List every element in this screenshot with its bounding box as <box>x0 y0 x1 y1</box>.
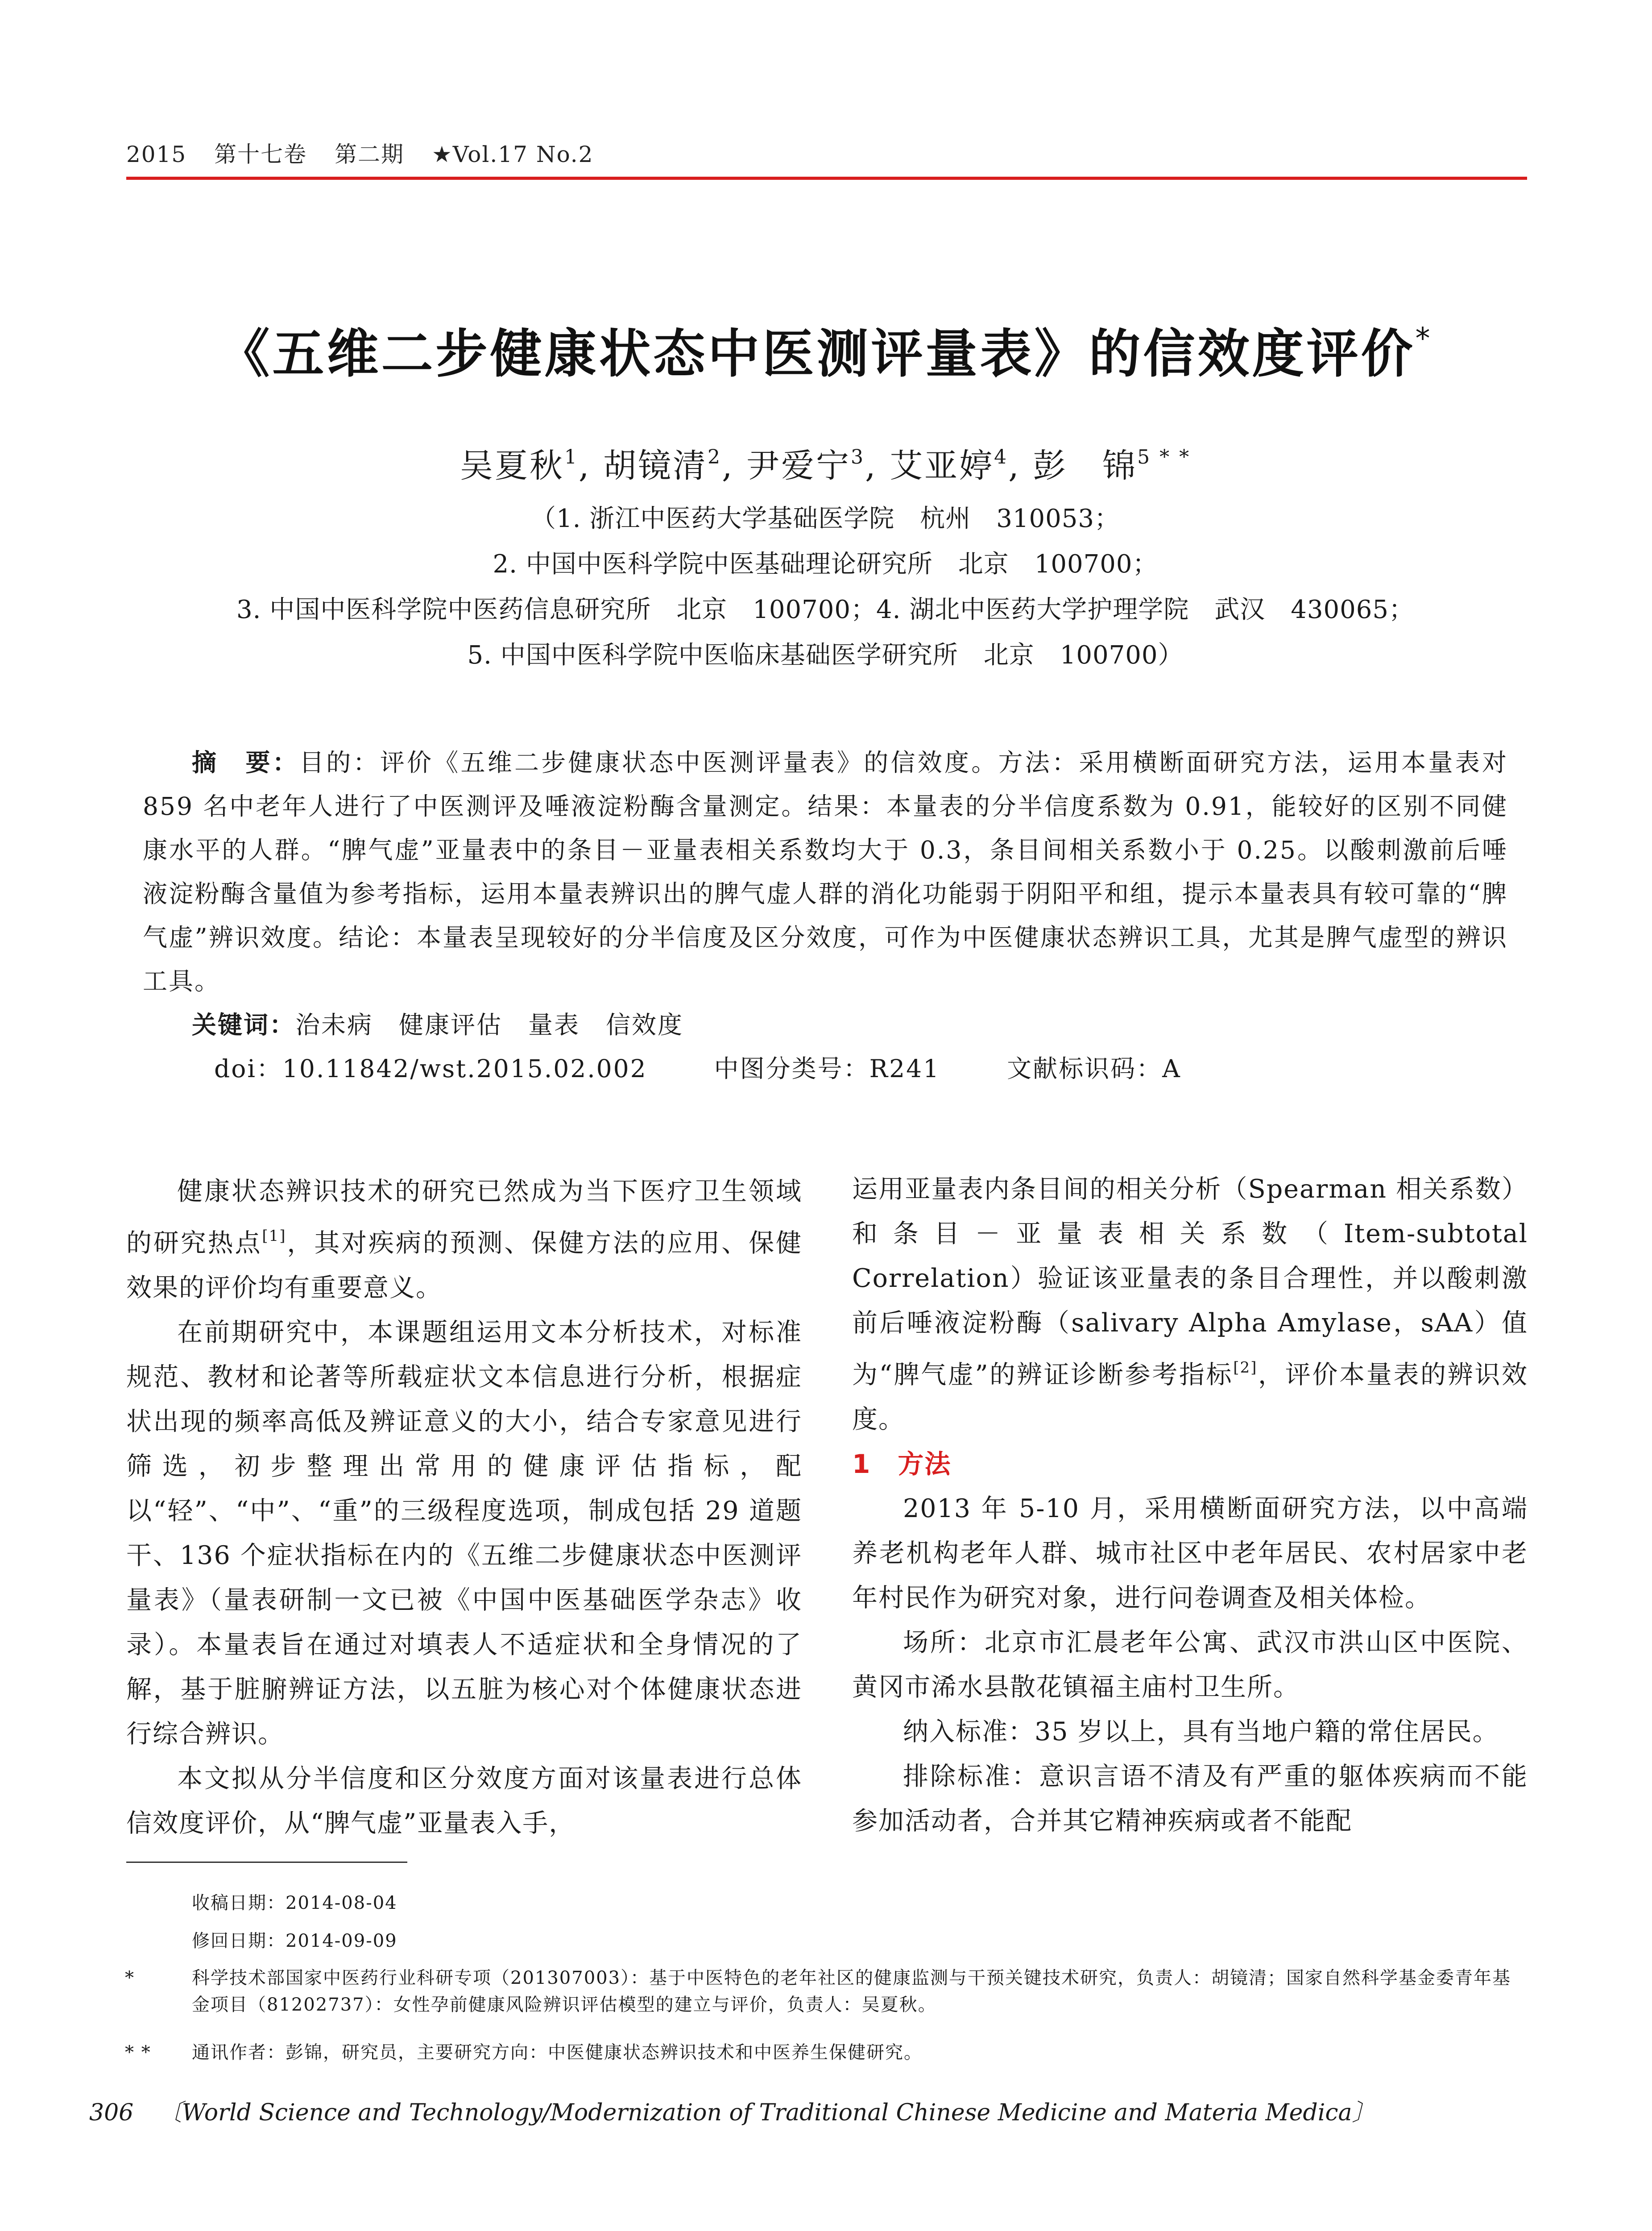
header-rule <box>126 177 1527 180</box>
funding-note <box>125 1965 1512 2018</box>
keywords-text: 治未病 健康评估 量表 信效度 <box>295 1011 684 1039</box>
running-header <box>126 137 1527 169</box>
paper-title <box>98 312 1553 387</box>
header-issue-cn: 第二期 <box>335 141 405 167</box>
body-text: ，其对疾病的预测、保健方法的应用、保健效果的评价均有重要意义。 <box>126 1228 803 1302</box>
page-footer <box>89 2094 1561 2127</box>
keywords-line <box>192 1003 1508 1047</box>
author: 彭 锦 <box>1033 447 1138 485</box>
funding-text: 科学技术部国家中医药行业科研专项（201307003）：基于中医特色的老年社区的健康监测与干预关键技术研究，负责人：胡镜清；国家自然科学基金委青年基金项目（81202737）：女性孕前健康风险辨识评估模型的建立与评价，负责人：吴夏秋。 <box>192 1968 1511 2015</box>
body-text: ，评价本量表的辨识效度。 <box>852 1360 1528 1434</box>
body-paragraph <box>126 1169 802 1310</box>
title-text: 《五维二步健康状态中医测评量表》的信效度评价 <box>218 324 1416 384</box>
abstract-block <box>143 741 1508 1091</box>
author: 尹爱宁 <box>746 447 851 485</box>
title-footnote-mark: * <box>1415 321 1433 356</box>
citation-ref: [1] <box>262 1227 286 1245</box>
author-affil-mark: 3 <box>851 446 865 469</box>
section-heading <box>852 1442 1528 1486</box>
body-column-right <box>852 1167 1528 1843</box>
author: 艾亚婷 <box>890 447 994 485</box>
body-paragraph: 本文拟从分半信度和区分效度方面对该量表进行总体信效度评价，从“脾气虚”亚量表入手， <box>126 1764 802 1838</box>
author: 吴夏秋 <box>460 447 564 485</box>
revised-date: 修回日期：2014-09-09 <box>192 1931 397 1951</box>
affiliation-line: 5. 中国中医科学院中医临床基础医学研究所 北京 100700） <box>467 641 1184 670</box>
author: 胡镜清 <box>603 447 708 485</box>
keywords-label: 关键词： <box>192 1011 296 1039</box>
clc-number: 中图分类号：R241 <box>714 1054 940 1083</box>
abstract-label: 摘 要： <box>192 748 299 777</box>
document-code: 文献标识码：A <box>1007 1054 1181 1083</box>
header-volume-en: ★Vol.17 No.2 <box>431 141 594 167</box>
journal-name: 〔World Science and Technology/Modernization of Traditional Chinese Medicine and Materia Medica〕 <box>158 2099 1375 2126</box>
body-column-left <box>126 1169 802 1845</box>
body-paragraph: 在前期研究中，本课题组运用文本分析技术，对标准规范、教材和论著等所载症状文本信息进行分析，根据症状出现的频率高低及辨证意义的大小，结合专家意见进行筛选，初步整理出常用的健康评估指标，配以“轻”、“中”、“重”的三级程度选项，制成包括 29 道题干、136 个症状指标在内的《五维二步健康状态中医测评量表》（量表研制一文已被《中国中医基础医学杂志》收录）。本量表旨在通过对填表人不适症状和全身情况的了解，基于脏腑辨证方法，以五脏为核心对个体健康状态进行综合辨识。 <box>126 1318 802 1749</box>
section-number: 1 <box>852 1449 871 1479</box>
body-paragraph: 场所：北京市汇晨老年公寓、武汉市洪山区中医院、黄冈市浠水县散花镇福主庙村卫生所。 <box>852 1628 1528 1702</box>
citation-ref: [2] <box>1233 1359 1258 1377</box>
body-text: 健康状态辨识技术的研究已然成为当下医疗卫生领域的研究热点 <box>126 1177 802 1258</box>
abstract-text: 目的：评价《五维二步健康状态中医测评量表》的信效度。方法：采用横断面研究方法，运用本量表对 859 名中老年人进行了中医测评及唾液淀粉酶含量测定。结果：本量表的分半信度系数为 0.91，能较好的区别不同健康水平的人群。“脾气虚”亚量表中的条目－亚量表相关系数均大于 0.3，条目间相关系数小于 0.25。以酸刺激前后唾液淀粉酶含量值为参考指标，运用本量表辨识出的脾气虚人群的消化功能弱于阴阳平和组，提示本量表具有较可靠的“脾气虚”辨识效度。结论：本量表呈现较好的分半信度及区分效度，可作为中医健康状态辨识工具，尤其是脾气虚型的辨识工具。 <box>143 748 1508 995</box>
author-affil-mark: 5 * * <box>1137 446 1191 469</box>
author-affil-mark: 1 <box>564 446 579 469</box>
body-paragraph <box>852 1167 1528 1442</box>
author-affil-mark: 2 <box>707 446 722 469</box>
affiliation-line: （1. 浙江中医药大学基础医学院 杭州 310053； <box>530 504 1120 533</box>
author-affil-mark: 4 <box>994 446 1009 469</box>
footnote-rule <box>126 1862 407 1863</box>
abstract-paragraph <box>143 741 1508 1003</box>
affiliation-line: 2. 中国中医科学院中医基础理论研究所 北京 100700； <box>493 550 1158 579</box>
author-list: 吴夏秋$^1$, 胡镜清$^2$, 尹爱宁$^3$, 艾亚婷$^4$, 彭 锦$^{5 * *}$ <box>460 446 1191 485</box>
funding-mark: * <box>125 1968 135 1988</box>
header-volume-cn: 第十七卷 <box>214 141 307 167</box>
body-text: 运用亚量表内条目间的相关分析（Spearman 相关系数）和条目－亚量表相关系数（Item-subtotal Correlation）验证该亚量表的条目合理性，并以酸刺激前后唾液淀粉酶（salivary Alpha Amylase，sAA）值为“脾气虚”的辨证诊断参考指标 <box>852 1174 1528 1389</box>
header-year: 2015 <box>126 141 187 167</box>
corresponding-mark: * * <box>125 2042 151 2063</box>
affiliation-line: 3. 中国中医科学院中医药信息研究所 北京 100700；4. 湖北中医药大学护理学院 武汉 430065； <box>236 595 1414 624</box>
body-paragraph: 纳入标准：35 岁以上，具有当地户籍的常住居民。 <box>903 1717 1499 1746</box>
doi: doi：10.11842/wst.2015.02.002 <box>214 1054 647 1083</box>
received-date: 收稿日期：2014-08-04 <box>192 1893 397 1913</box>
corresponding-author-note <box>125 2039 1512 2066</box>
doi-line <box>214 1047 1508 1091</box>
section-title: 方法 <box>898 1449 952 1479</box>
page-number: 306 <box>89 2099 134 2126</box>
body-paragraph: 排除标准：意识言语不清及有严重的躯体疾病而不能参加活动者，合并其它精神疾病或者不能配 <box>852 1762 1528 1836</box>
corresponding-text: 通讯作者：彭锦，研究员，主要研究方向：中医健康状态辨识技术和中医养生保健研究。 <box>192 2042 923 2063</box>
body-paragraph: 2013 年 5-10 月，采用横断面研究方法，以中高端养老机构老年人群、城市社区中老年居民、农村居家中老年村民作为研究对象，进行问卷调查及相关体检。 <box>852 1494 1528 1613</box>
